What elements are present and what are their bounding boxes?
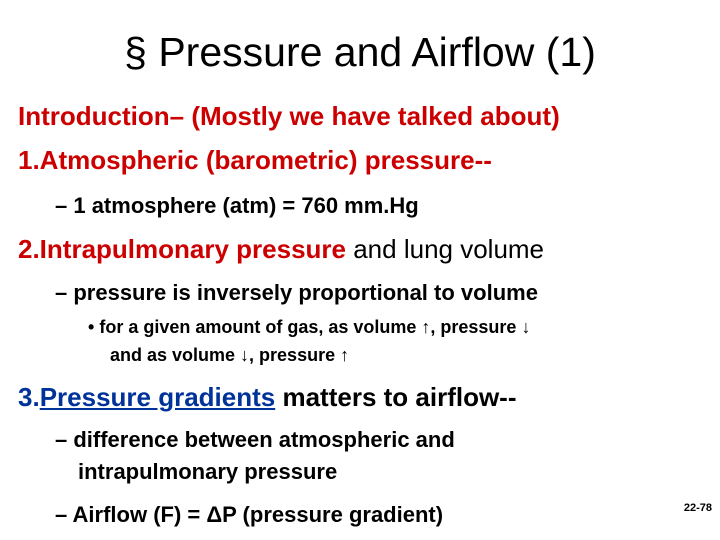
item-2-bullet-line-1: for a given amount of gas, as volume ↑, pressure ↓	[99, 317, 531, 337]
item-3-label: Pressure gradients	[39, 382, 276, 412]
slide-title: § Pressure and Airflow (1)	[124, 29, 596, 75]
item-2-sub: – pressure is inversely proportional to volume	[55, 280, 538, 305]
item-3-sub-1-line-2: intrapulmonary pressure	[78, 459, 338, 484]
item-2-bullet-line-2: and as volume ↓, pressure ↑	[110, 345, 350, 365]
bullet-icon: •	[88, 317, 95, 337]
item-1-sub: – 1 atmosphere (atm) = 760 mm.Hg	[55, 193, 419, 218]
item-3-sub-2: – Airflow (F) = ΔP (pressure gradient)	[55, 502, 444, 527]
slide-number: 22-78	[683, 502, 712, 514]
intro-line: Introduction– (Mostly we have talked about)	[18, 101, 560, 131]
item-2	[18, 234, 544, 264]
item-3	[18, 382, 517, 412]
item-2-rest: and lung volume	[346, 234, 545, 264]
item-3-sub-1-line-1: – difference between atmospheric and	[55, 427, 455, 452]
item-3-number: 3.	[18, 382, 40, 412]
item-1-label: 1.Atmospheric (barometric) pressure--	[18, 145, 492, 175]
item-3-rest: matters to airflow--	[275, 382, 517, 412]
item-2-bullet	[88, 316, 530, 338]
item-2-label: 2.Intrapulmonary pressure	[18, 234, 346, 264]
